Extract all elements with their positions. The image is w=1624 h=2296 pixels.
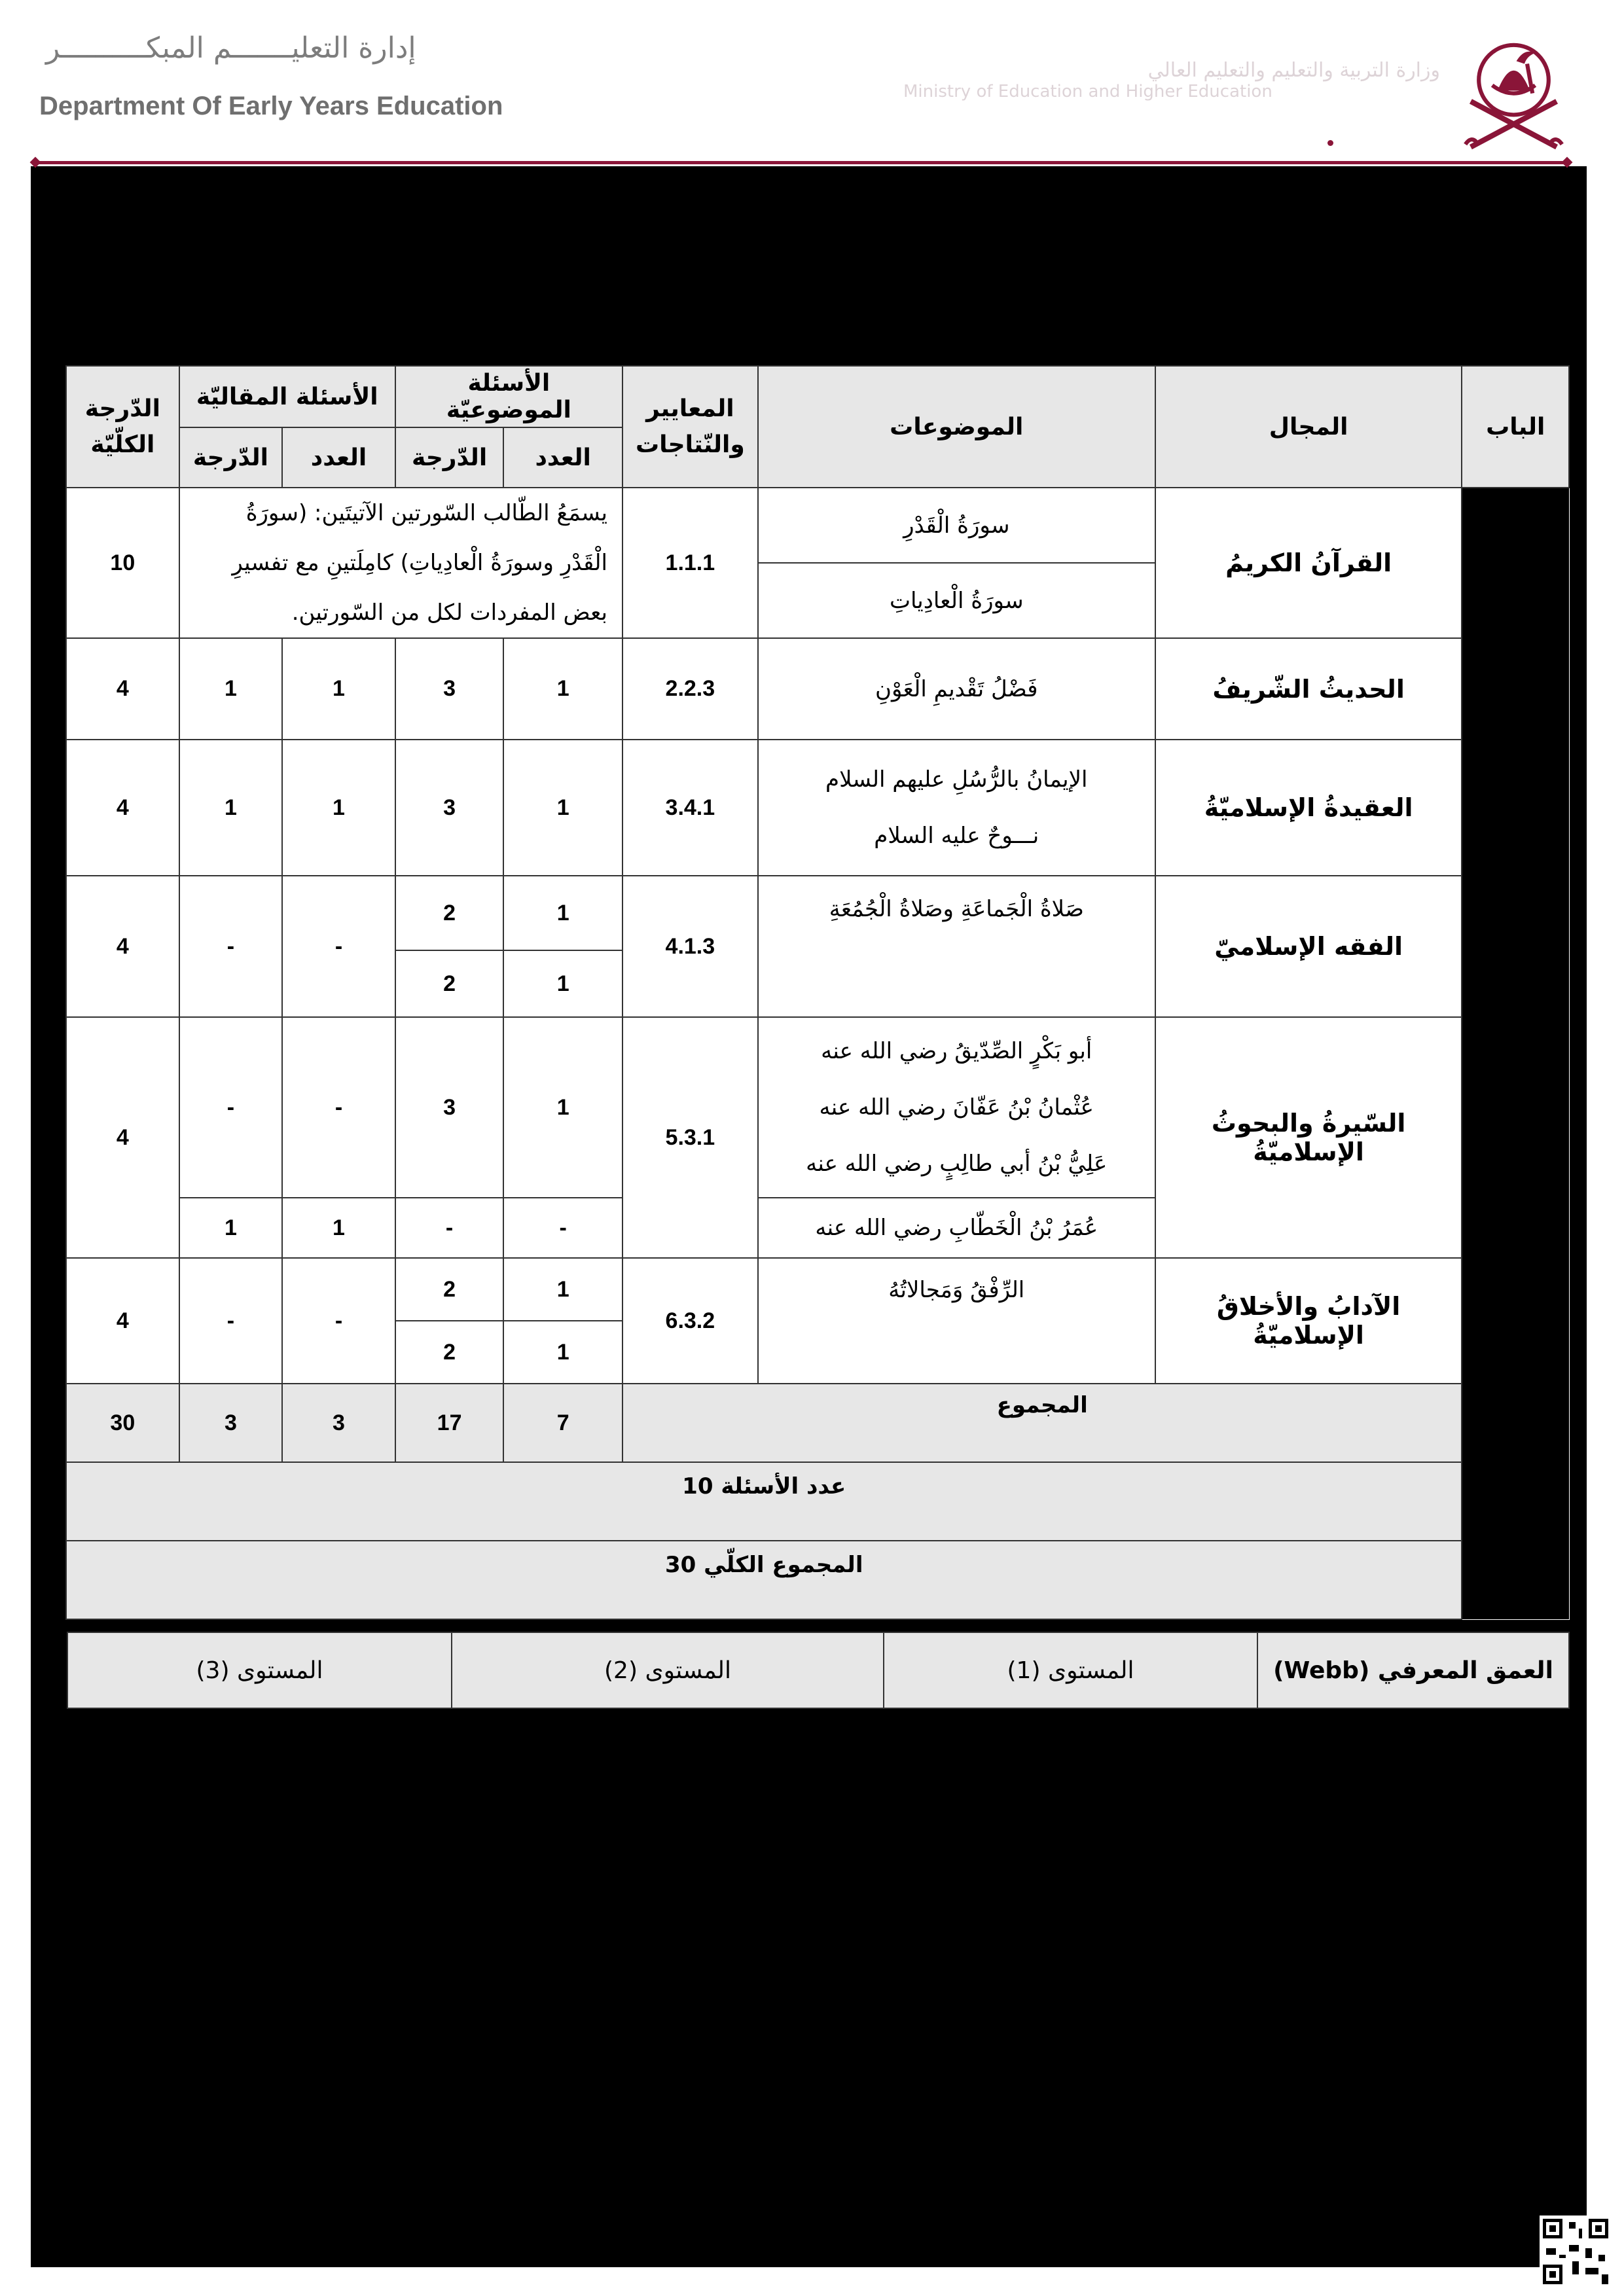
topic-cell: الرِّفْقُ وَمَجالاتُهُ — [758, 1258, 1155, 1384]
standard-cell: 2.2.3 — [623, 638, 758, 740]
header-dot — [1327, 140, 1333, 146]
standard-cell: 6.3.2 — [623, 1258, 758, 1384]
webb-level-1: المستوى (1) — [884, 1632, 1257, 1708]
header-obj-count: العدد — [503, 427, 623, 488]
obj-grade-cell: 3 — [395, 740, 504, 876]
department-name-en: Department Of Early Years Education — [39, 92, 503, 120]
essay-grade-cell: - — [179, 876, 283, 1017]
standard-cell: 4.1.3 — [623, 876, 758, 1017]
total-cell: 4 — [66, 638, 179, 740]
header-standards-line2: والنّتاجات — [635, 431, 745, 458]
obj-grade-cell: 2 — [395, 1258, 504, 1321]
topic-cell: سورَةُ الْعادِياتِ — [758, 563, 1155, 638]
topic-cell: عُمَرُ بْنُ الْخَطّابِ رضي الله عنه — [758, 1198, 1155, 1258]
topic-line: عَلِيُّ بْنُ أبي طالِبٍ رضي الله عنه — [806, 1151, 1108, 1177]
topic-cell — [758, 1017, 1155, 1198]
header-total — [66, 366, 179, 488]
essay-count-cell: 1 — [282, 740, 395, 876]
header-standards — [623, 366, 758, 488]
header-total-line2: الكلّيّة — [90, 431, 155, 458]
header-topics: الموضوعات — [758, 366, 1155, 488]
obj-count-cell: 1 — [503, 876, 623, 950]
topic-line: عُثْمانُ بْنُ عَفّانَ رضي الله عنه — [819, 1094, 1094, 1121]
essay-count-cell: 1 — [282, 1198, 395, 1258]
specification-table — [65, 365, 1570, 1620]
totals-obj-grade: 17 — [395, 1384, 504, 1462]
essay-count-cell: - — [282, 1258, 395, 1384]
topic-line: نـــوحٌ عليه السلام — [874, 823, 1039, 849]
header-bab: الباب — [1462, 366, 1569, 488]
ministry-name-ar: وزارة التربية والتعليم والتعليم العالي — [1147, 59, 1440, 82]
essay-grade-cell: - — [179, 1017, 283, 1198]
topic-line: الإيمانُ بالرُّسُلِ عليهم السلام — [825, 766, 1088, 793]
department-name-ar: إدارة التعليـــــــم المبكــــــــــر — [46, 31, 416, 65]
obj-grade-cell: - — [395, 1198, 504, 1258]
bab-column-blank — [1462, 488, 1569, 1619]
totals-label: المجموع — [623, 1384, 1462, 1462]
webb-level-3: المستوى (3) — [67, 1632, 452, 1708]
totals-essay-grade: 3 — [179, 1384, 283, 1462]
totals-obj-count: 7 — [503, 1384, 623, 1462]
essay-count-cell: 1 — [282, 638, 395, 740]
totals-essay-count: 3 — [282, 1384, 395, 1462]
topic-cell — [758, 740, 1155, 876]
webb-label: العمق المعرفي (Webb) — [1257, 1632, 1569, 1708]
header-majal: المجال — [1155, 366, 1462, 488]
topic-cell: فَضْلُ تَقْديمِ الْعَوْنِ — [758, 638, 1155, 740]
obj-count-cell: 1 — [503, 1258, 623, 1321]
qr-code-icon — [1540, 2215, 1612, 2287]
standard-cell: 3.4.1 — [623, 740, 758, 876]
grand-total: المجموع الكلّي 30 — [66, 1541, 1462, 1619]
webb-level-2: المستوى (2) — [452, 1632, 884, 1708]
obj-count-cell: 1 — [503, 740, 623, 876]
total-cell: 4 — [66, 876, 179, 1017]
majal-cell: السّيرةُ والبحوثُ الإسلاميّةُ — [1155, 1017, 1462, 1258]
essay-grade-cell: 1 — [179, 1198, 283, 1258]
obj-grade-cell: 3 — [395, 638, 504, 740]
majal-cell: الفقه الإسلاميّ — [1155, 876, 1462, 1017]
header-objective: الأسئلة الموضوعيّة — [395, 366, 623, 427]
total-cell: 4 — [66, 1258, 179, 1384]
header-essay-count: العدد — [282, 427, 395, 488]
topic-cell: سورَةُ الْقَدْرِ — [758, 488, 1155, 563]
majal-cell: العقيدةُ الإسلاميّةُ — [1155, 740, 1462, 876]
standard-cell: 5.3.1 — [623, 1017, 758, 1258]
header-obj-grade: الدّرجة — [395, 427, 504, 488]
essay-grade-cell: 1 — [179, 740, 283, 876]
qatar-emblem-icon — [1447, 24, 1581, 158]
essay-count-cell: - — [282, 1017, 395, 1198]
webb-depth-table — [67, 1632, 1570, 1709]
obj-count-cell: - — [503, 1198, 623, 1258]
essay-grade-cell: 1 — [179, 638, 283, 740]
header-total-line1: الدّرجة — [84, 395, 160, 422]
header-essay-grade: الدّرجة — [179, 427, 283, 488]
obj-grade-cell: 2 — [395, 1321, 504, 1384]
total-cell: 10 — [66, 488, 179, 638]
standard-cell: 1.1.1 — [623, 488, 758, 638]
obj-count-cell: 1 — [503, 1017, 623, 1198]
obj-count-cell: 1 — [503, 638, 623, 740]
ministry-name-en: Ministry of Education and Higher Education — [903, 82, 1272, 101]
topic-line: أبو بَكْرٍ الصِّدّيقُ رضي الله عنه — [821, 1038, 1092, 1064]
obj-count-cell: 1 — [503, 950, 623, 1017]
essay-count-cell: - — [282, 876, 395, 1017]
essay-grade-cell: - — [179, 1258, 283, 1384]
header-essay: الأسئلة المقاليّة — [179, 366, 395, 427]
description-cell: يسمَعُ الطّالب السّورتين الآتيتَين: (سورَةُ الْقَدْرِ وسورَةُ الْعادِياتِ) كامِلَتينِ مع تفسيرِ بعض المفردات لكل من السّورتين. — [179, 488, 623, 638]
totals-total: 30 — [66, 1384, 179, 1462]
obj-grade-cell: 3 — [395, 1017, 504, 1198]
ministry-name — [903, 59, 1440, 118]
question-count: عدد الأسئلة 10 — [66, 1462, 1462, 1541]
obj-grade-cell: 2 — [395, 876, 504, 950]
header-divider — [33, 161, 1568, 164]
total-cell: 4 — [66, 1017, 179, 1258]
majal-cell: الآدابُ والأخلاقُ الإسلاميّةُ — [1155, 1258, 1462, 1384]
total-cell: 4 — [66, 740, 179, 876]
topic-cell: صَلاةُ الْجَماعَةِ وصَلاةُ الْجُمُعَةِ — [758, 876, 1155, 1017]
obj-count-cell: 1 — [503, 1321, 623, 1384]
majal-cell: القرآنُ الكريمُ — [1155, 488, 1462, 638]
majal-cell: الحديثُ الشّريفُ — [1155, 638, 1462, 740]
header-standards-line1: المعايير — [646, 395, 734, 422]
obj-grade-cell: 2 — [395, 950, 504, 1017]
